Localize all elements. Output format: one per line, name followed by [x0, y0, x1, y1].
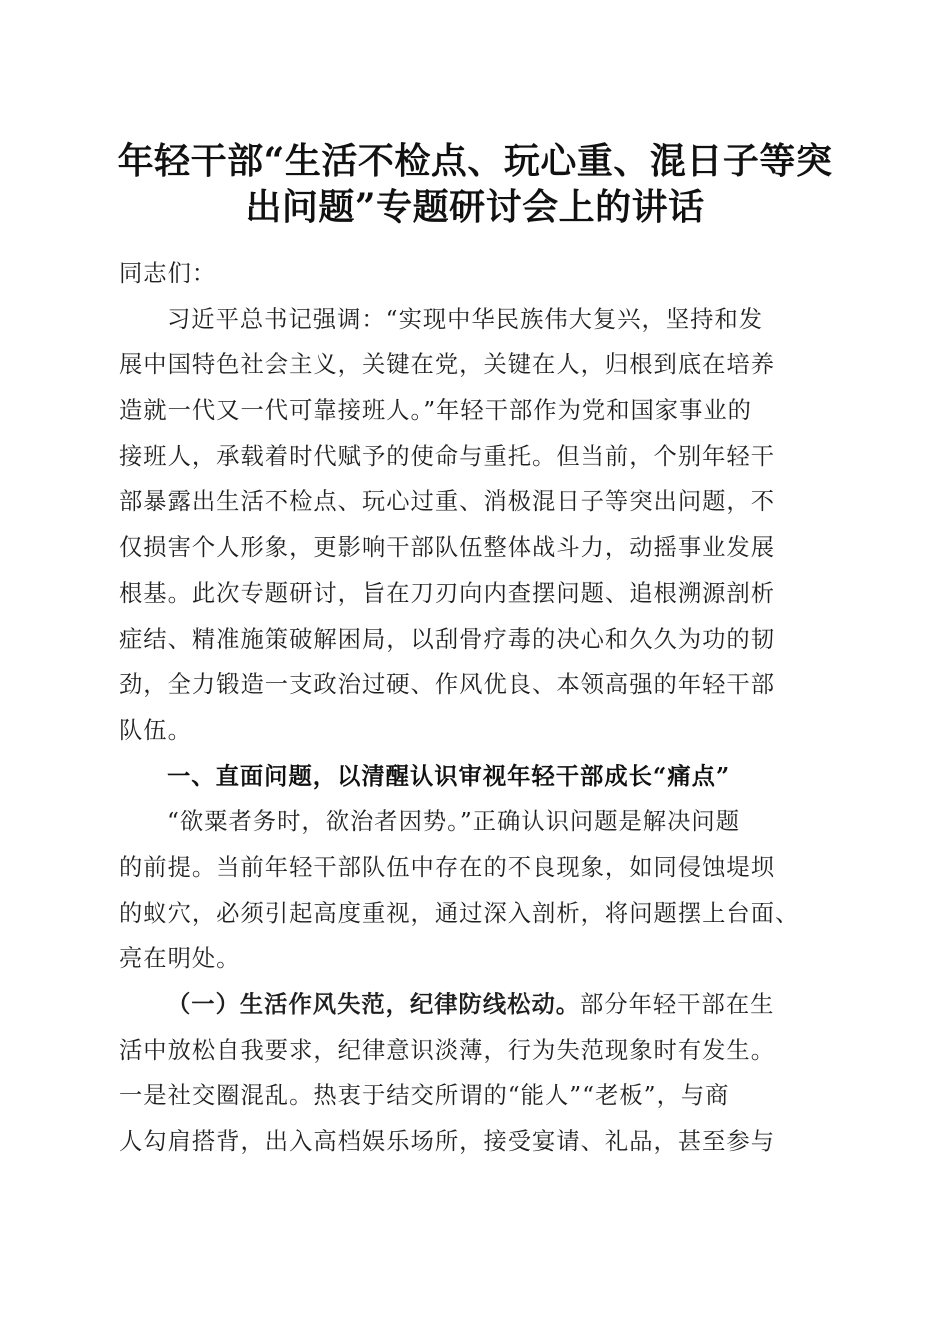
paragraph-line: 亮在明处。: [119, 945, 241, 973]
paragraph-line: 造就一代又一代可靠接班人。”年轻干部作为党和国家事业的: [119, 397, 752, 425]
paragraph-line: 劲，全力锻造一支政治过硬、作风优良、本领高强的年轻干部: [119, 671, 776, 699]
paragraph-line: 根基。此次专题研讨，旨在刀刃向内查摆问题、追根溯源剖析: [119, 579, 776, 607]
subsection-heading: （一）生活作风失范，纪律防线松动。: [167, 991, 581, 1018]
paragraph-line: 仅损害个人形象，更影响干部队伍整体战斗力，动摇事业发展: [119, 534, 776, 562]
paragraph-line: 部暴露出生活不检点、玩心过重、消极混日子等突出问题，不: [119, 488, 776, 516]
title-line: 出问题”专题研讨会上的讲话: [245, 186, 705, 228]
paragraph-line: 的蚁穴，必须引起高度重视，通过深入剖析，将问题摆上台面、: [119, 899, 800, 927]
paragraph-line: 一是社交圈混乱。热衷于结交所谓的“能人”“老板”，与商: [119, 1082, 730, 1110]
paragraph-line: 习近平总书记强调：“实现中华民族伟大复兴，坚持和发: [167, 305, 764, 333]
paragraph-line: 接班人，承载着时代赋予的使命与重托。但当前，个别年轻干: [119, 442, 776, 470]
paragraph-line: 的前提。当前年轻干部队伍中存在的不良现象，如同侵蚀堤坝: [119, 853, 776, 881]
document-body: [119, 251, 835, 1165]
paragraph-line: 症结、精准施策破解困局，以刮骨疗毒的决心和久久为功的韧: [119, 625, 776, 653]
subsection-line: [119, 982, 835, 1028]
paragraph-line: 人勾肩搭背，出入高档娱乐场所，接受宴请、礼品，甚至参与: [119, 1128, 776, 1156]
section-heading: 一、直面问题，以清醒认识审视年轻干部成长“痛点”: [167, 762, 731, 790]
paragraph-text: 部分年轻干部在生: [580, 991, 775, 1018]
paragraph-line: “欲粟者务时，欲治者因势。”正确认识问题是解决问题: [167, 808, 740, 836]
paragraph-line: 展中国特色社会主义，关键在党，关键在人，归根到底在培养: [119, 351, 776, 379]
paragraph-line: 队伍。: [119, 716, 192, 744]
paragraph-line: 活中放松自我要求，纪律意识淡薄，行为失范现象时有发生。: [119, 1036, 776, 1064]
title-line: 年轻干部“生活不检点、玩心重、混日子等突: [117, 140, 833, 182]
salutation: 同志们：: [119, 260, 217, 287]
document-title: [100, 138, 850, 230]
